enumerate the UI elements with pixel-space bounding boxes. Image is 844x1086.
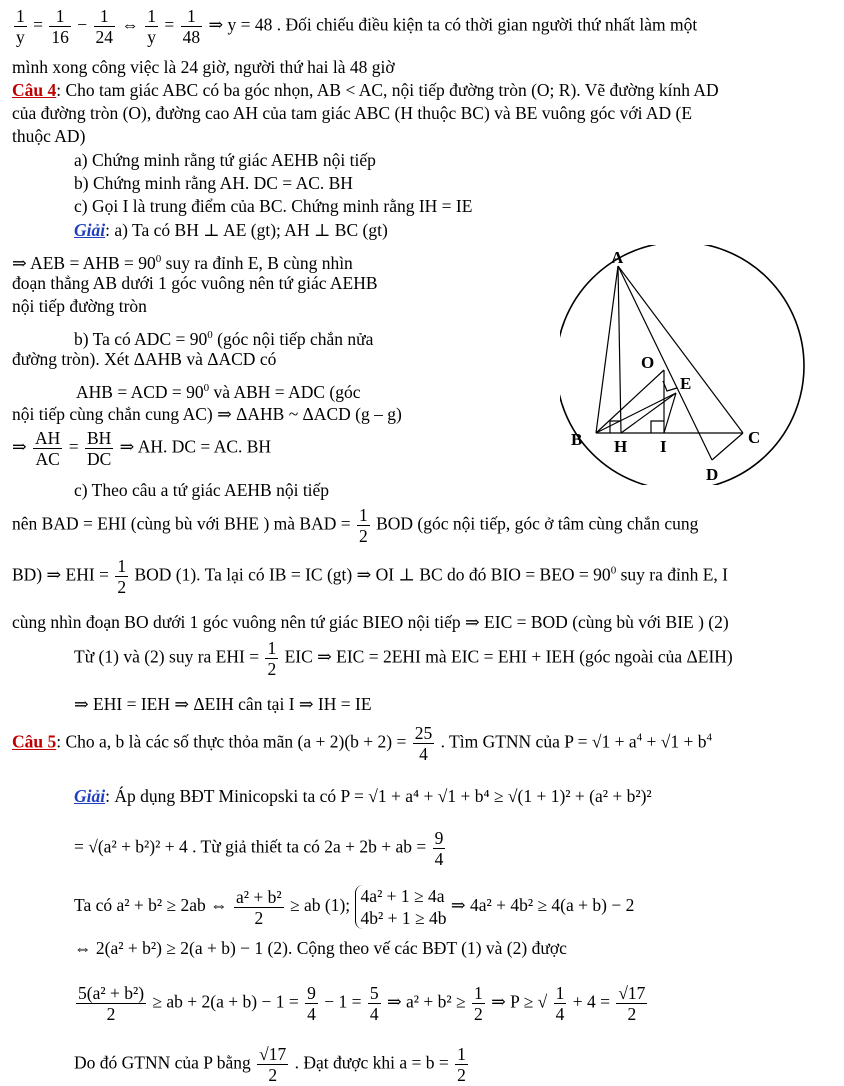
text-line: = √(a² + b²)² + 4 . Từ giả thiết ta có 2a + 2b + ab = $\frac{9}{4}$ (74, 828, 444, 869)
fraction: $\frac{1}{2}$ (267, 638, 277, 679)
text-line: nên BAD = EHI (cùng bù với BHE ) mà BAD = $\frac{1}{2}$ BOD (góc nội tiếp, góc ở tâm cùng chắn cung (12, 505, 699, 546)
text-line: ⇔ 2(a² + b²) ≥ 2(a + b) − 1 (2). Cộng theo vế các BĐT (1) và (2) được (74, 938, 567, 958)
text-line: ⇒ $\frac{AH}{AC}$ = $\frac{BH}{DC}$ ⇒ AH. DC = AC. BH (12, 428, 272, 469)
question-4-heading: Câu 4: Cho tam giác ABC có ba góc nhọn, AB < AC, nội tiếp đường tròn (O; R). Vẽ đường kính AD (12, 80, 719, 100)
fraction: $\frac{9}{4}$ (434, 828, 444, 869)
figure-lines (596, 266, 743, 460)
label-b: B (571, 430, 583, 449)
text-line: $\frac{\text{5(a² + b²)}}{2}$ ≥ ab + 2(a + b) − 1 = $\frac{9}{4}$ − 1 = $\frac{5}{4}$ ⇒ a² + b² ≥ $\frac{1}{2}$ ⇒ P ≥ √ $\frac{1}{4}$ + 4 = $\frac{√17}{2}$ (78, 983, 646, 1024)
label-c: C (748, 428, 761, 447)
part-c: c) Gọi I là trung điểm của BC. Chứng minh rằng IH = IE (74, 196, 473, 216)
fraction: $\frac{AH}{AC}$ (35, 428, 61, 469)
text-line: cùng nhìn đoạn BO dưới 1 góc vuông nên tứ giác BIEO nội tiếp ⇒ EIC = BOD (cùng bù với BIE ) (2) (12, 612, 729, 632)
text-line: đoạn thẳng AB dưới 1 góc vuông nên tứ giác AEHB (12, 273, 378, 293)
fraction: $\frac{1}{y}$ (147, 6, 156, 47)
inequality-system: 4a² + 1 ≥ 4a 4b² + 1 ≥ 4b (355, 885, 447, 929)
fraction: $\frac{1}{2}$ (117, 556, 127, 597)
text-line: mình xong công việc là 24 giờ, người thứ hai là 48 giờ (12, 57, 395, 77)
fraction: $\frac{1}{2}$ (358, 505, 368, 546)
text-line: đường tròn). Xét ΔAHB và ΔACD có (12, 349, 277, 369)
text-line: b) Ta có ADC = $90^0$ (góc nội tiếp chắn nửa (74, 328, 374, 349)
fraction: $\frac{9}{4}$ (307, 983, 316, 1024)
fraction: $\frac{1}{y}$ (16, 6, 25, 47)
text-line: c) Theo câu a tứ giác AEHB nội tiếp (74, 480, 330, 500)
text-line: Do đó GTNN của P bằng $\frac{√17}{2}$ . Đạt được khi a = b = $\frac{1}{2}$ (74, 1044, 466, 1085)
fraction: $\frac{\text{5(a² + b²)}}{2}$ (78, 983, 145, 1024)
text-line: ⇒ EHI = IEH ⇒ ΔEIH cân tại I ⇒ IH = IE (74, 694, 372, 714)
question-5-heading: Câu 5: Cho a, b là các số thực thỏa mãn (a + 2)(b + 2) = $\frac{25}{4}$ . Tìm GTNN của $P = √1 + a^4 + √1 + b^4$ (12, 723, 713, 764)
fraction: $\frac{1}{2}$ (457, 1044, 466, 1085)
fraction: $\frac{BH}{DC}$ (86, 428, 112, 469)
text-line: của đường tròn (O), đường cao AH của tam giác ABC (H thuộc BC) và BE vuông góc với AD (E (12, 103, 693, 123)
fraction: $\frac{1}{16}$ (51, 6, 69, 47)
fraction: $\frac{√17}{2}$ (618, 983, 646, 1024)
part-a: a) Chứng minh rằng tứ giác AEHB nội tiếp (74, 150, 376, 170)
fraction: $\frac{1}{4}$ (555, 983, 565, 1024)
text-line: Từ (1) và (2) suy ra EHI = $\frac{1}{2}$ EIC ⇒ EIC = 2EHI mà EIC = EHI + IEH (góc ngoài của ΔEIH) (74, 638, 733, 679)
label-e: E (680, 374, 692, 393)
circle-o (560, 245, 804, 485)
part-b: b) Chứng minh rằng AH. DC = AC. BH (74, 173, 353, 193)
fraction: $\frac{1}{2}$ (473, 983, 483, 1024)
fraction: $\frac{1}{48}$ (182, 6, 201, 47)
fraction: $\frac{√17}{2}$ (259, 1044, 287, 1085)
text-line: thuộc AD) (12, 126, 86, 146)
solution-heading: Giải: a) Ta có BH ⊥ AE (gt); AH ⊥ BC (gt) (74, 220, 388, 240)
text-line: nội tiếp cùng chắn cung AC) ⇒ ΔAHB ~ ΔACD (g – g) (12, 404, 402, 424)
text-line: Ta có a² + b² ≥ 2ab ⇔ $\frac{\text{a² + b²}}{2}$ ≥ ab (1); 4a² + 1 ≥ 4a 4b² + 1 ≥ 4b ⇒ 4a² + 4b² ≥ 4(a + b) − 2 (74, 886, 635, 928)
solution-heading: Giải: Áp dụng BĐT Minicopski ta có P = √1 + a⁴ + √1 + b⁴ ≥ √(1 + 1)² + (a² + b²)² (74, 786, 652, 806)
label-o: O (641, 353, 655, 372)
text-line: BD) ⇒ EHI = $\frac{1}{2}$ BOD (1). Ta lại có IB = IC (gt) ⇒ OI ⊥ BC do đó BIO = BEO = $90^0$ suy ra đỉnh E, I (12, 556, 728, 597)
text-line: AHB = ACD = $90^0$ và ABH = ADC (góc (76, 381, 361, 402)
label-h: H (614, 437, 628, 456)
intro-line: $\frac{1}{y}$ = $\frac{1}{16}$ − $\frac{1}{24}$ ⇔ $\frac{1}{y}$ = $\frac{1}{48}$ ⇒ y = 48 . Đối chiếu điều kiện ta có thời gian người thứ nhất làm một (16, 6, 698, 47)
label-d: D (706, 465, 719, 484)
text-line: ⇒ AEB = AHB = $90^0$ suy ra đỉnh E, B cùng nhìn (12, 252, 353, 273)
fraction: $\frac{\text{a² + b²}}{2}$ (236, 886, 282, 928)
label-i: I (660, 437, 667, 456)
label-a: A (611, 248, 624, 267)
fraction: $\frac{1}{24}$ (95, 6, 113, 47)
fraction: $\frac{5}{4}$ (369, 983, 379, 1024)
text-line: nội tiếp đường tròn (12, 296, 147, 316)
geometry-figure (560, 245, 830, 485)
fraction: $\frac{25}{4}$ (414, 723, 433, 764)
